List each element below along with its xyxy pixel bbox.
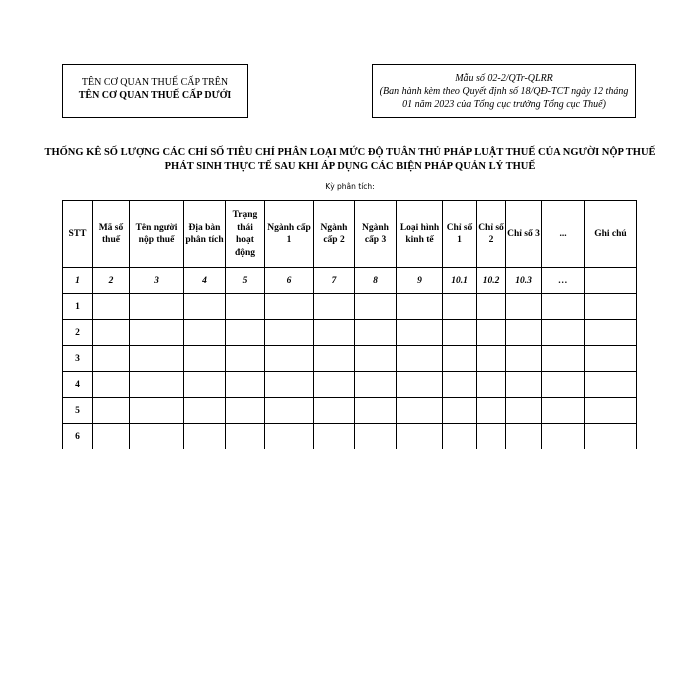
table-cell — [542, 320, 585, 346]
table-cell — [93, 320, 130, 346]
table-cell — [226, 372, 265, 398]
form-code-box — [372, 64, 636, 118]
table-row — [63, 398, 637, 424]
table-cell — [477, 294, 506, 320]
table-cell — [314, 372, 355, 398]
analysis-period-label: Kỳ phân tích: — [325, 182, 375, 191]
column-number — [585, 268, 637, 294]
table-cell — [355, 294, 397, 320]
column-number: 5 — [226, 268, 265, 294]
form-code: Mẫu số 02-2/QTr-QLRR — [455, 73, 553, 84]
table-row — [63, 346, 637, 372]
table-cell — [265, 346, 314, 372]
table-cell — [226, 320, 265, 346]
table-cell — [130, 346, 184, 372]
table-cell — [130, 398, 184, 424]
table-cell — [355, 346, 397, 372]
header-tax-code: Mã số thuế — [93, 201, 130, 268]
table-cell — [443, 372, 477, 398]
header-notes: Ghi chú — [585, 201, 637, 268]
column-number: 10.2 — [477, 268, 506, 294]
table-cell — [397, 320, 443, 346]
table-cell — [226, 398, 265, 424]
table-cell — [542, 346, 585, 372]
row-index: 5 — [63, 398, 93, 424]
table-cell — [506, 320, 542, 346]
header-index-3: Chỉ số 3 — [506, 201, 542, 268]
column-number-row — [63, 268, 637, 294]
table-cell — [585, 346, 637, 372]
column-number: … — [542, 268, 585, 294]
table-cell — [355, 424, 397, 450]
table-cell — [130, 320, 184, 346]
table-cell — [397, 294, 443, 320]
column-number: 10.3 — [506, 268, 542, 294]
table-cell — [397, 346, 443, 372]
table-cell — [226, 346, 265, 372]
table-cell — [184, 294, 226, 320]
row-index: 2 — [63, 320, 93, 346]
table-cell — [184, 398, 226, 424]
row-index: 4 — [63, 372, 93, 398]
issued-note: (Ban hành kèm theo Quyết định số 18/QĐ-TCT ngày 12 tháng 01 năm 2023 của Tổng cục trưởng Tổng cục Thuế) — [379, 86, 629, 110]
table-row — [63, 424, 637, 450]
header-stt: STT — [63, 201, 93, 268]
table-cell — [443, 398, 477, 424]
header-industry-level-1: Ngành cấp 1 — [265, 201, 314, 268]
table-cell — [314, 294, 355, 320]
table-cell — [130, 372, 184, 398]
table-cell — [130, 424, 184, 450]
table-cell — [443, 294, 477, 320]
table-cell — [585, 398, 637, 424]
lower-agency-name: TÊN CƠ QUAN THUẾ CẤP DƯỚI — [78, 90, 232, 101]
table-cell — [265, 398, 314, 424]
column-number: 4 — [184, 268, 226, 294]
table-cell — [397, 372, 443, 398]
table-header-row — [63, 201, 637, 268]
table-cell — [477, 398, 506, 424]
table-cell — [93, 424, 130, 450]
table-cell — [443, 424, 477, 450]
row-index: 6 — [63, 424, 93, 450]
table-cell — [184, 346, 226, 372]
upper-agency-name: TÊN CƠ QUAN THUẾ CẤP TRÊN — [81, 77, 229, 88]
header-industry-level-2: Ngành cấp 2 — [314, 201, 355, 268]
column-number: 3 — [130, 268, 184, 294]
header-taxpayer-name: Tên người nộp thuế — [130, 201, 184, 268]
table-cell — [585, 372, 637, 398]
column-number: 1 — [63, 268, 93, 294]
column-number: 2 — [93, 268, 130, 294]
table-cell — [265, 424, 314, 450]
table-cell — [265, 320, 314, 346]
header-ellipsis: ... — [542, 201, 585, 268]
table-row — [63, 320, 637, 346]
table-cell — [314, 398, 355, 424]
header-industry-level-3: Ngành cấp 3 — [355, 201, 397, 268]
header-index-1: Chỉ số 1 — [443, 201, 477, 268]
header-economic-type: Loại hình kinh tế — [397, 201, 443, 268]
table-cell — [184, 320, 226, 346]
table-row — [63, 294, 637, 320]
table-cell — [477, 320, 506, 346]
column-number: 6 — [265, 268, 314, 294]
table-cell — [443, 346, 477, 372]
table-cell — [506, 346, 542, 372]
table-cell — [542, 372, 585, 398]
column-number: 9 — [397, 268, 443, 294]
table-cell — [226, 294, 265, 320]
table-cell — [226, 424, 265, 450]
statistics-table — [62, 200, 637, 449]
table-cell — [265, 294, 314, 320]
table-cell — [506, 398, 542, 424]
table-cell — [477, 424, 506, 450]
issuing-agency-box — [62, 64, 248, 118]
table-cell — [443, 320, 477, 346]
table-cell — [355, 320, 397, 346]
table-cell — [314, 346, 355, 372]
table-cell — [477, 346, 506, 372]
document-title: THỐNG KÊ SỐ LƯỢNG CÁC CHỈ SỐ TIÊU CHÍ PHÂN LOẠI MỨC ĐỘ TUÂN THỦ PHÁP LUẬT THUẾ CỦA NGƯỜI NỘP THUẾ PHÁT SINH THỰC TẾ SAU KHI ÁP DỤNG CÁC BIỆN PHÁP QUẢN LÝ THUẾ — [44, 147, 656, 172]
column-number: 8 — [355, 268, 397, 294]
table-cell — [506, 294, 542, 320]
table-cell — [184, 372, 226, 398]
column-number: 10.1 — [443, 268, 477, 294]
table-cell — [355, 372, 397, 398]
table-cell — [397, 398, 443, 424]
table-row — [63, 372, 637, 398]
row-index: 1 — [63, 294, 93, 320]
table-cell — [477, 372, 506, 398]
table-cell — [355, 398, 397, 424]
table-cell — [585, 294, 637, 320]
table-cell — [542, 294, 585, 320]
column-number: 7 — [314, 268, 355, 294]
table-cell — [314, 424, 355, 450]
table-cell — [93, 372, 130, 398]
table-cell — [506, 372, 542, 398]
table-cell — [184, 424, 226, 450]
table-cell — [314, 320, 355, 346]
header-analysis-area: Địa bàn phân tích — [184, 201, 226, 268]
table-cell — [93, 294, 130, 320]
header-index-2: Chỉ số 2 — [477, 201, 506, 268]
table-cell — [130, 294, 184, 320]
table-cell — [93, 346, 130, 372]
row-index: 3 — [63, 346, 93, 372]
table-cell — [585, 320, 637, 346]
table-cell — [397, 424, 443, 450]
table-cell — [585, 424, 637, 450]
table-cell — [93, 398, 130, 424]
table-cell — [506, 424, 542, 450]
table-cell — [542, 424, 585, 450]
header-operating-status: Trạng thái hoạt động — [226, 201, 265, 268]
table-cell — [265, 372, 314, 398]
table-cell — [542, 398, 585, 424]
